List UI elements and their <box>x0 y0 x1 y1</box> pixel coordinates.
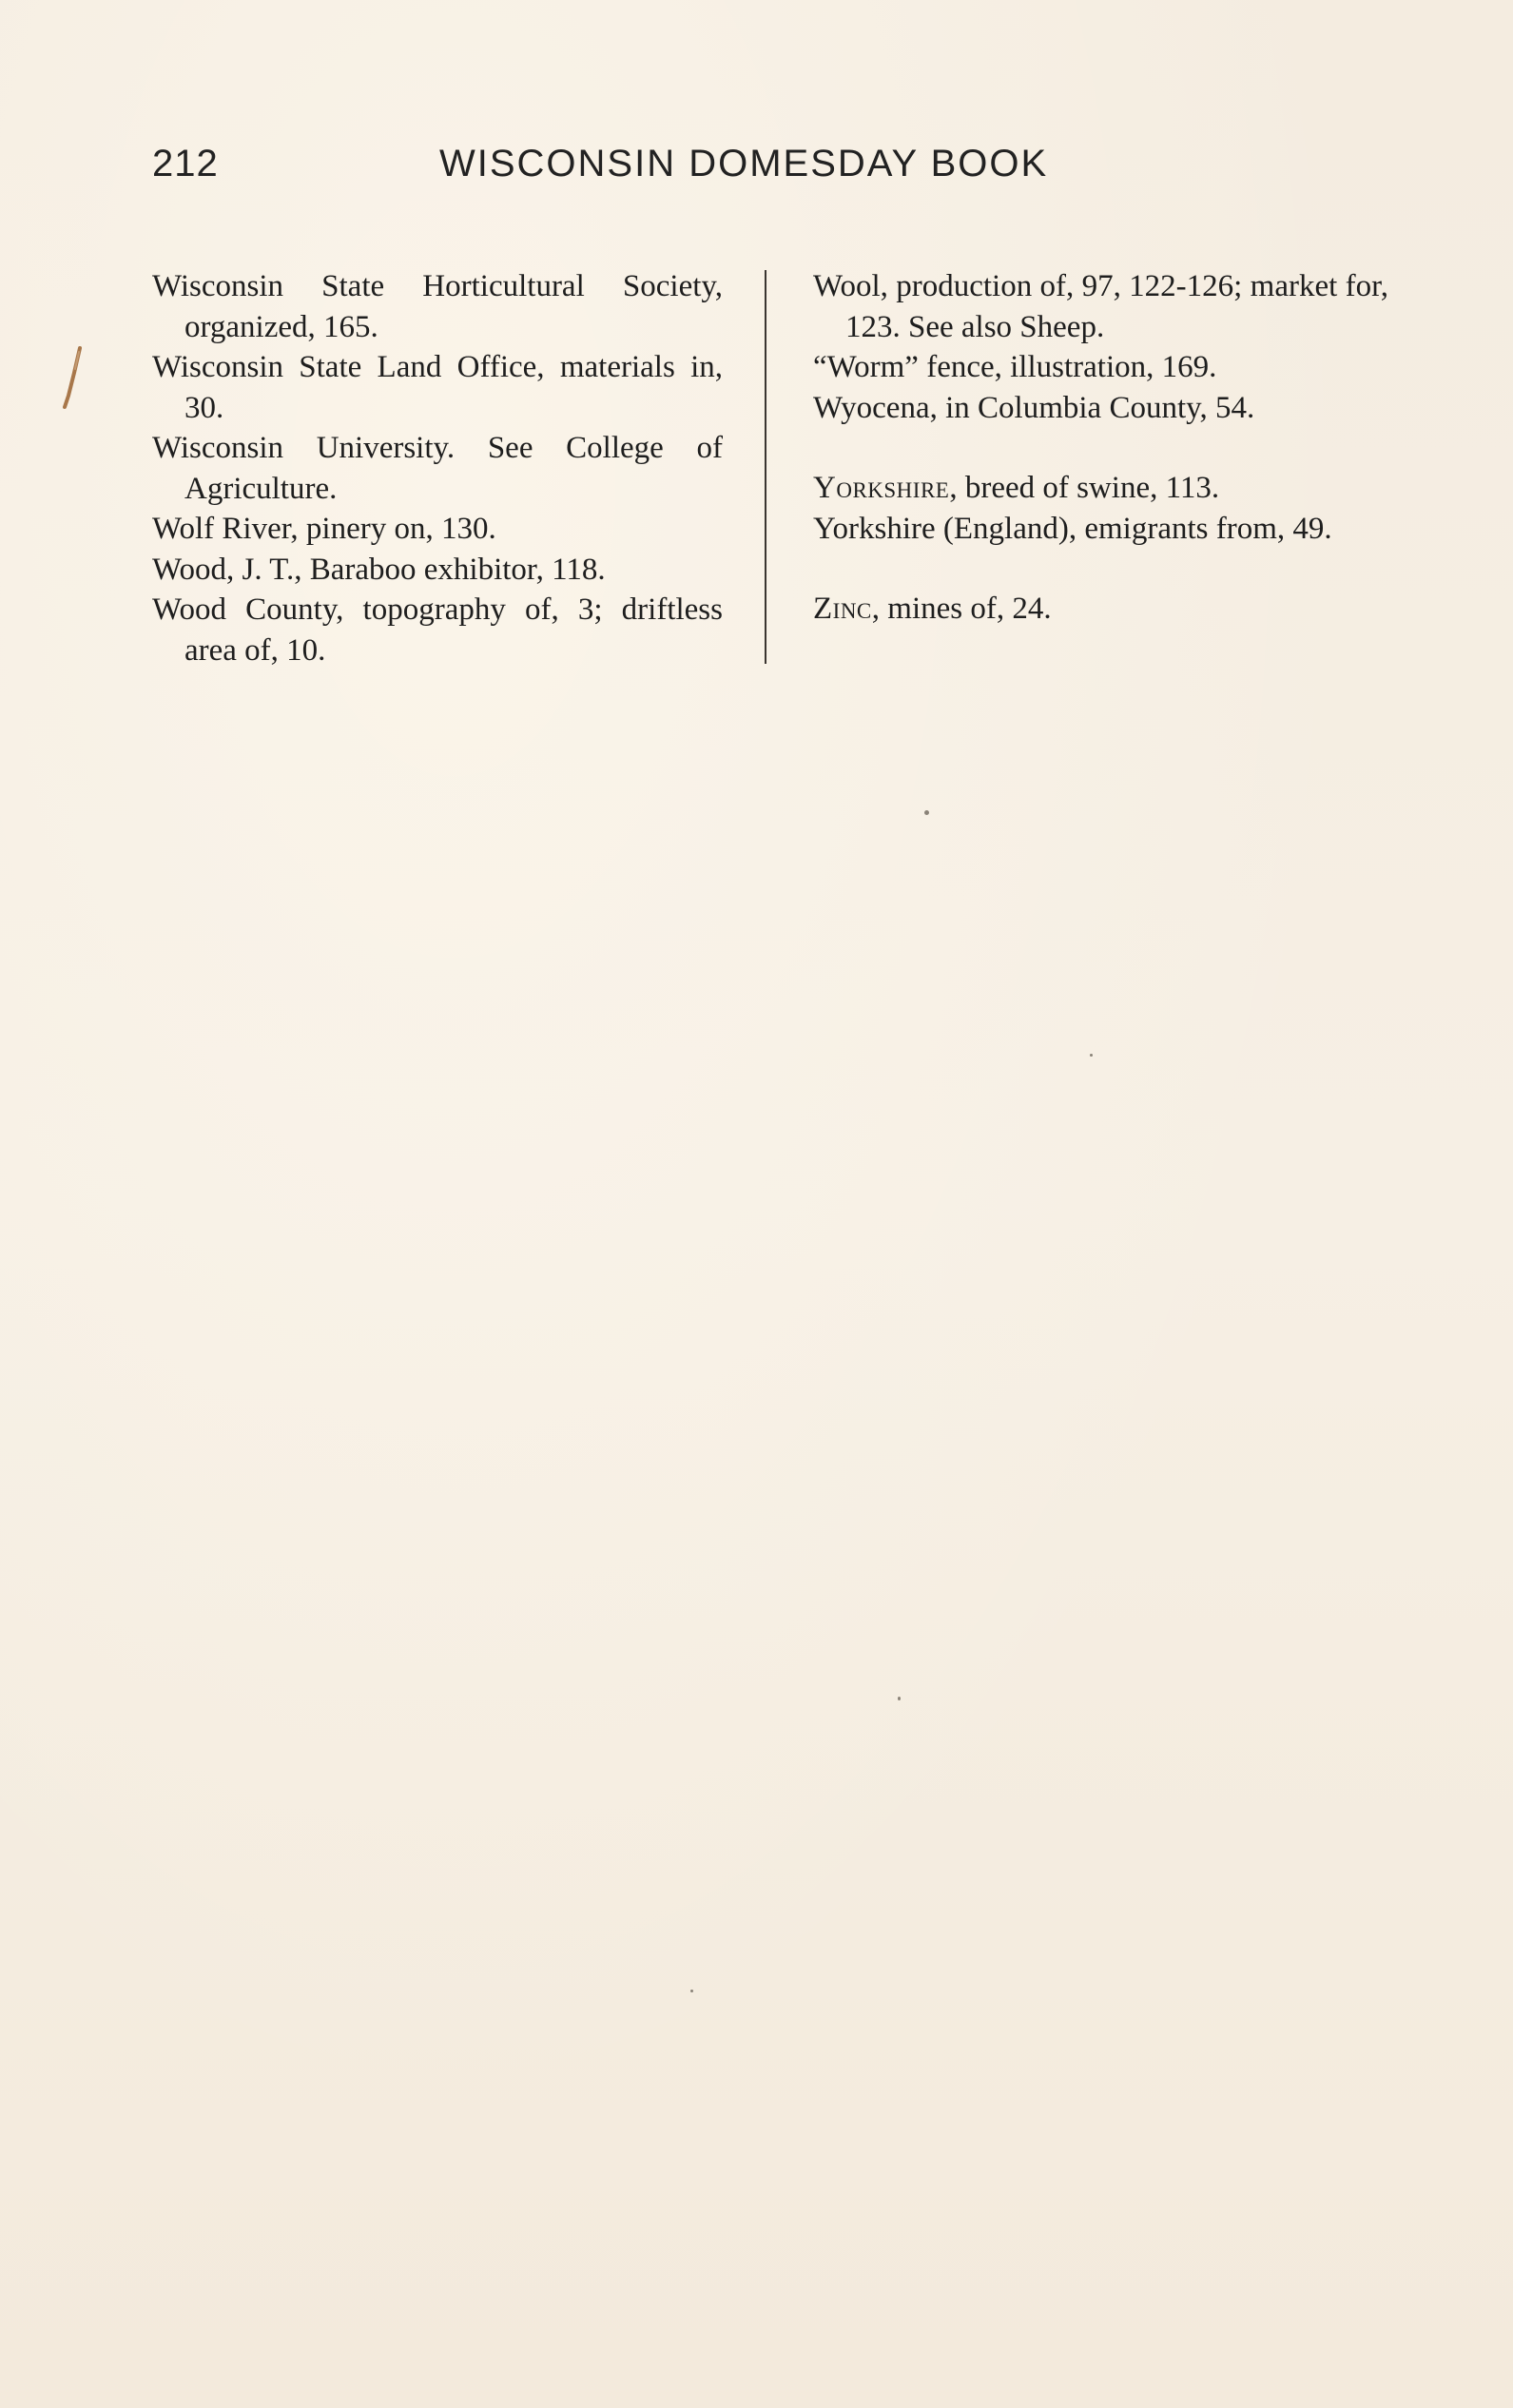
index-entry-text: , breed of swine, 113. <box>949 471 1220 505</box>
index-heading-smallcaps: Zinc <box>813 592 872 626</box>
letter-group-gap <box>813 549 1388 589</box>
index-column-left <box>152 266 723 670</box>
letter-group-gap <box>813 428 1388 468</box>
paper-speck <box>690 1990 693 1992</box>
index-entry <box>813 589 1388 630</box>
index-column-right <box>813 266 1388 630</box>
paper-speck <box>924 810 929 815</box>
index-entry: Wood County, topography of, 3; driftless area of, 10. <box>152 592 723 668</box>
index-entry: Wood, J. T., Baraboo exhibitor, 118. <box>152 552 606 587</box>
paper-speck <box>1090 1054 1093 1057</box>
index-entry: Wisconsin State Horticultural Society, organized, 165. <box>152 269 723 344</box>
index-entry-text: , mines of, 24. <box>871 592 1052 626</box>
index-entry <box>813 468 1388 509</box>
index-entry: Wisconsin University. See College of Agriculture. <box>152 431 723 506</box>
index-entry: Wyocena, in Columbia County, 54. <box>813 390 1255 425</box>
index-heading-smallcaps: Yorkshire <box>813 471 950 505</box>
column-divider <box>765 270 766 664</box>
index-entry: Wool, production of, 97, 122-126; market for, 123. See also Sheep. <box>813 269 1388 344</box>
index-entry: “Worm” fence, illustration, 169. <box>813 350 1217 384</box>
paper-speck <box>898 1697 901 1700</box>
index-entry: Wolf River, pinery on, 130. <box>152 512 496 546</box>
index-entry: Yorkshire (England), emigrants from, 49. <box>813 511 1332 546</box>
running-head: WISCONSIN DOMESDAY BOOK <box>439 143 1049 184</box>
index-entry: Wisconsin State Land Office, materials in, 30. <box>152 350 723 425</box>
page-number: 212 <box>152 143 219 184</box>
pencil-mark <box>59 344 87 411</box>
